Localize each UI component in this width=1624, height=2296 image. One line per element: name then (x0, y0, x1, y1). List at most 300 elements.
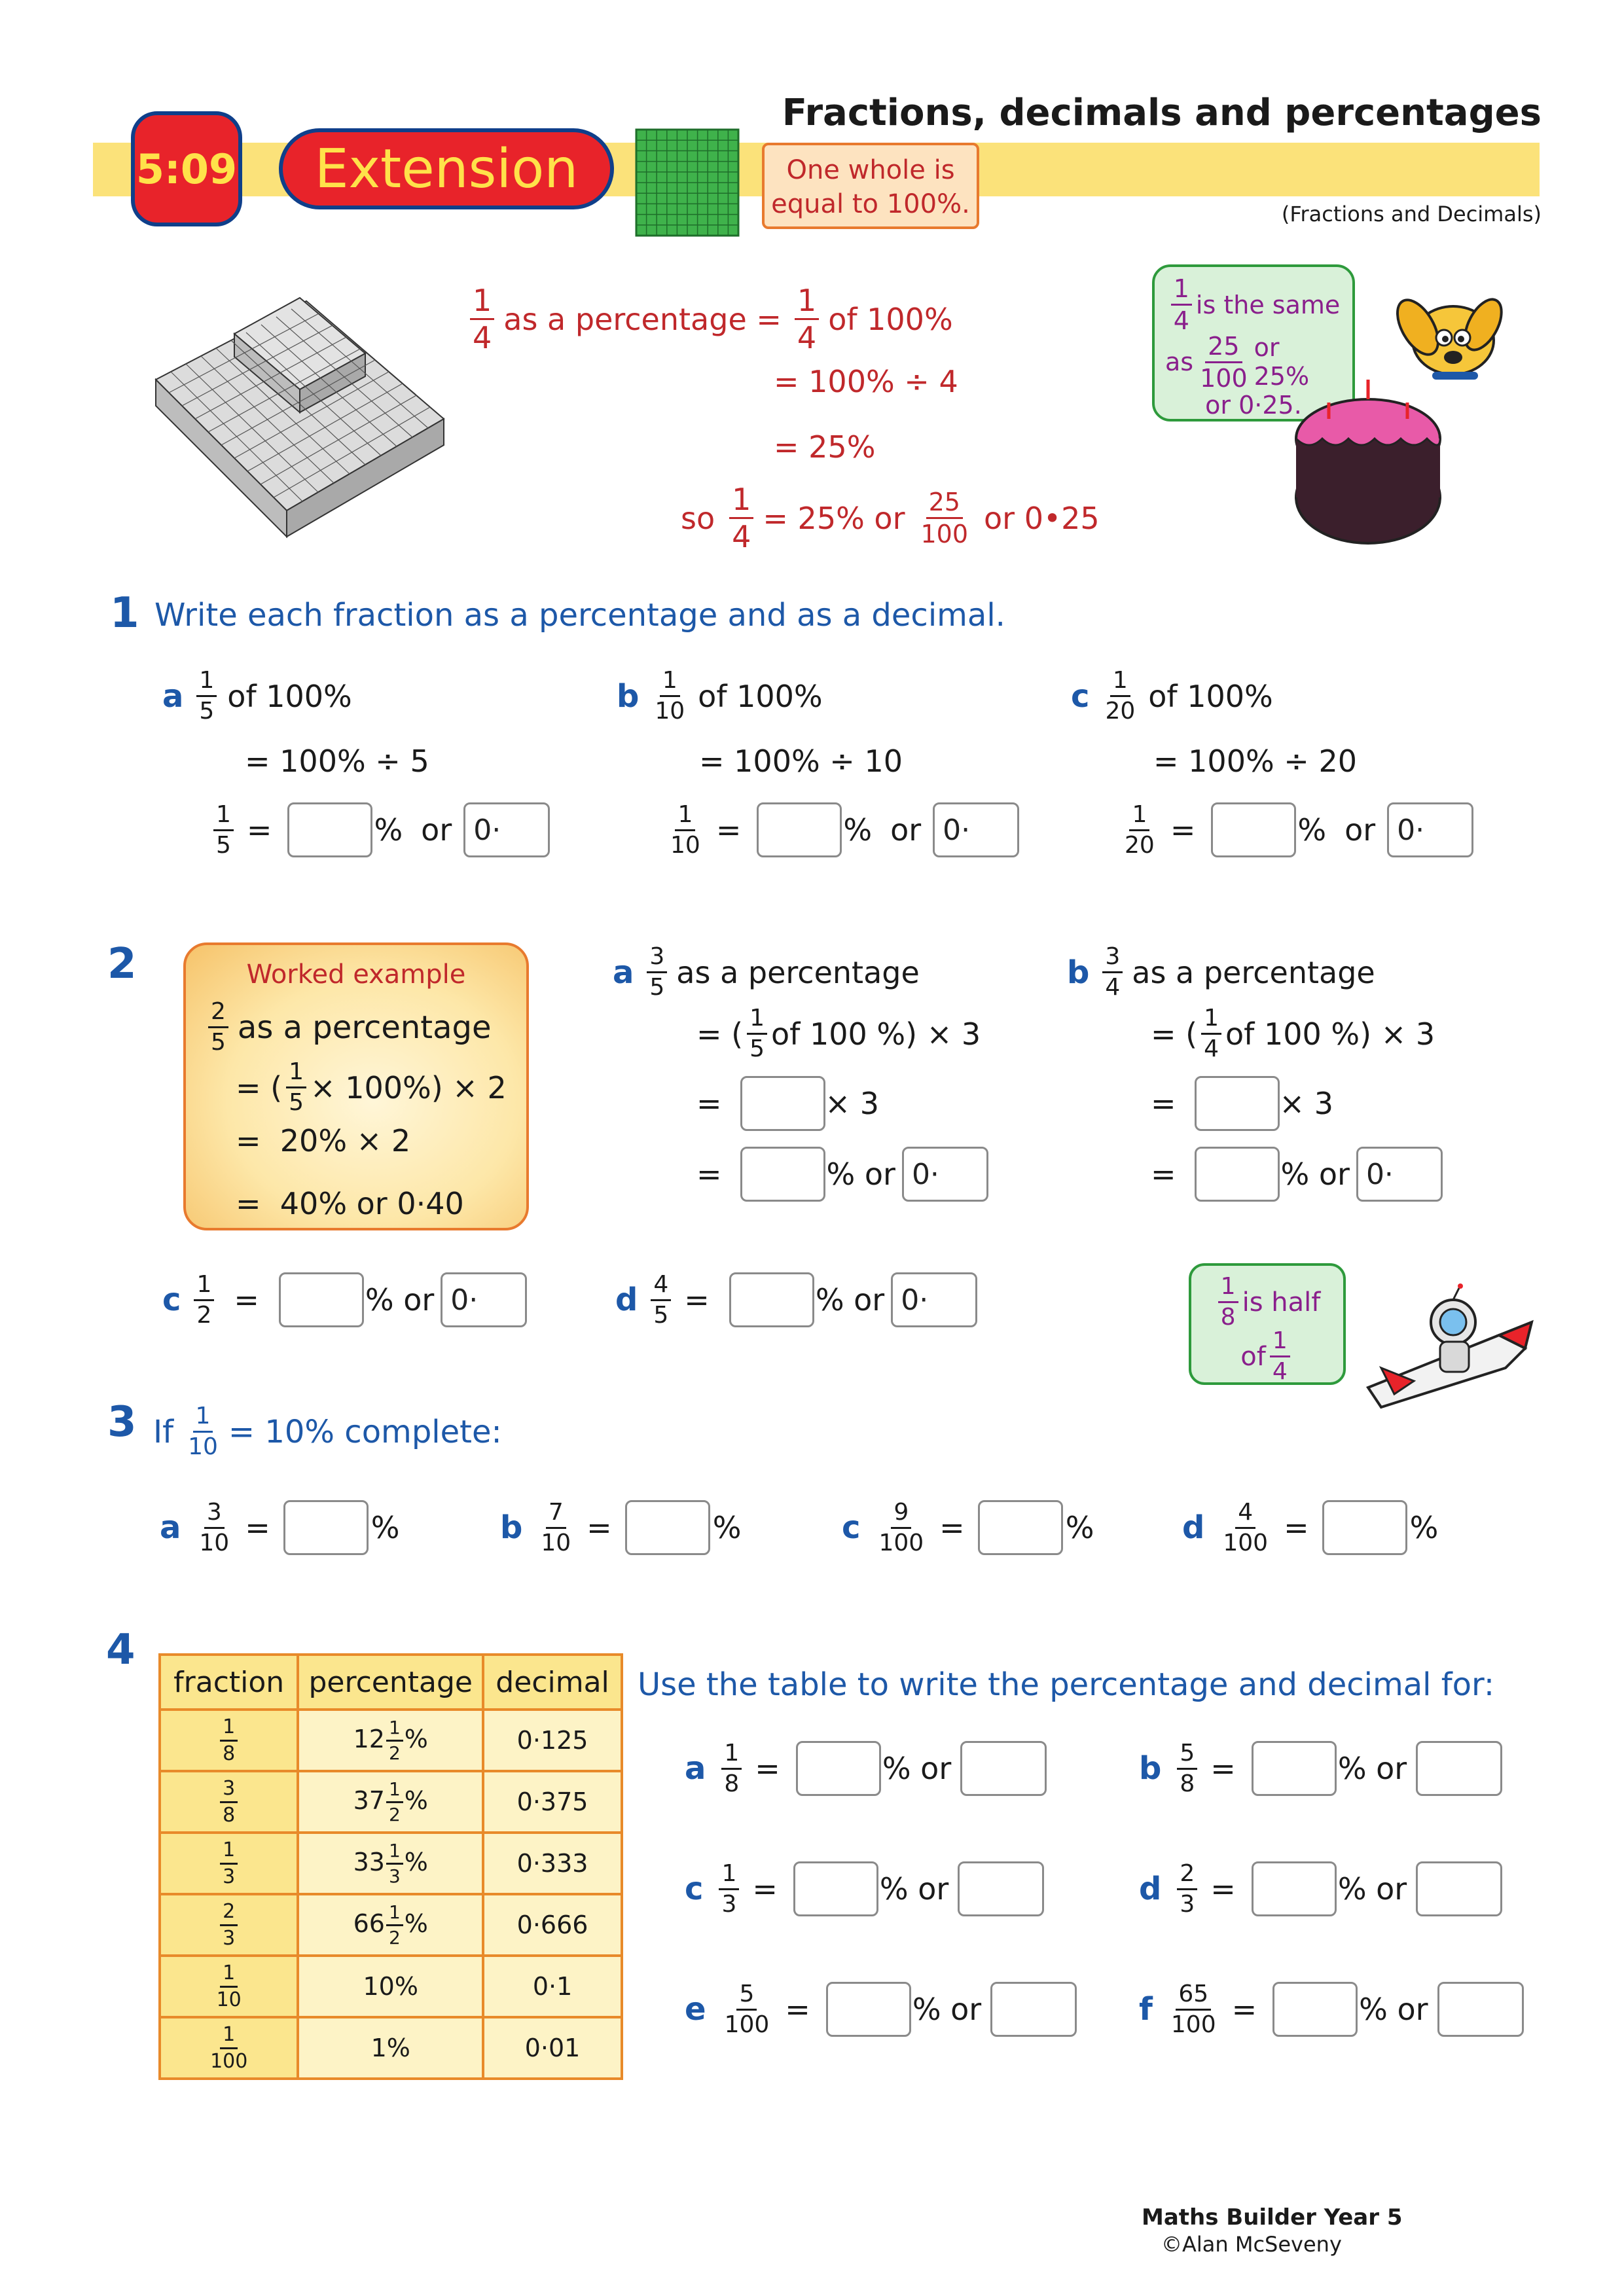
worked-line-1 (204, 1000, 492, 1054)
q1c-or: or (1344, 812, 1376, 848)
so-fraction: $\frac{1}{4}$ (729, 484, 753, 552)
table-cell-decimal: 0·333 (483, 1833, 622, 1894)
q1b-eq: = (715, 812, 742, 848)
q3b-pct: % (712, 1510, 742, 1545)
q2b-pre: = ( (1151, 1016, 1198, 1052)
row-pct-fraction-denominator: 3 (388, 1865, 401, 1887)
q2b-inner-fraction: $\frac{1}{4}$ (1201, 1007, 1221, 1061)
extension-badge (279, 128, 614, 209)
q1b-heading (617, 669, 823, 723)
q4c-percent-input[interactable] (793, 1861, 878, 1916)
q1a-answer-fraction (213, 800, 234, 859)
table-header-row (160, 1655, 622, 1710)
bubble-fraction: $\frac{1}{4}$ (1171, 276, 1192, 333)
row-pct: 1% (370, 2034, 410, 2062)
table-header-percentage: percentage (298, 1655, 483, 1710)
intro-line-2: = 100% ÷ 4 (774, 364, 958, 399)
footer-author: ©Alan McSeveny (1161, 2232, 1342, 2257)
question-2-number: 2 (107, 940, 137, 988)
q1b-fraction-denominator: 10 (655, 698, 685, 725)
q3a-label: a (160, 1509, 181, 1546)
row-pct-fraction-numerator: 1 (386, 1719, 403, 1742)
table-row (160, 1710, 622, 1771)
q2b-line-2 (1151, 1007, 1435, 1061)
q4f-pct-or: % or (1359, 1992, 1428, 2027)
half-bubble-text-1: is half (1242, 1287, 1321, 1318)
row-fraction-numerator: 1 (220, 1717, 238, 1742)
q4e-decimal-input[interactable] (990, 1982, 1077, 2037)
q1c-answer-fraction-denominator: 20 (1125, 831, 1155, 859)
q1b-answer-fraction (668, 800, 703, 859)
intro-text: as a percentage = (503, 301, 782, 337)
worked-line-1-text: as a percentage (237, 1009, 492, 1046)
q3a-percent-input[interactable] (283, 1500, 369, 1555)
q3d-fraction (1220, 1498, 1271, 1556)
q3c-fraction-denominator: 100 (878, 1529, 924, 1556)
q4e-fraction-numerator: 5 (736, 1982, 757, 2011)
so-text: so (681, 500, 715, 536)
row-pct-whole: 12 (353, 1724, 385, 1753)
q2d-fraction: $\frac{4}{5}$ (651, 1273, 671, 1327)
q4b-eq: = (1210, 1751, 1236, 1786)
q2a-percent-input[interactable] (740, 1147, 825, 1202)
q1a-heading (162, 669, 352, 723)
row-fraction-numerator: 1 (220, 1964, 238, 1988)
so-end: or 0•25 (984, 500, 1100, 536)
q1c-percent-input[interactable] (1211, 802, 1296, 857)
bubble-text-2: or 25% (1254, 333, 1310, 391)
q4f-decimal-input[interactable] (1437, 1982, 1524, 2037)
q1b-answer-fraction-denominator: 10 (670, 831, 700, 859)
row-pct-fraction-numerator: 1 (386, 1842, 403, 1865)
q4b-pct-or: % or (1337, 1751, 1407, 1786)
q2d-row (615, 1272, 977, 1327)
q2c-decimal-input[interactable]: 0· (441, 1272, 527, 1327)
q4d-row (1139, 1861, 1502, 1916)
worked-fraction: $\frac{2}{5}$ (208, 1000, 228, 1054)
row-fraction (220, 1717, 238, 1764)
row-fraction-numerator: 2 (220, 1902, 238, 1926)
q1a-percent-input[interactable] (287, 802, 372, 857)
q4e-row (685, 1982, 1077, 2037)
q2c-pct-or: % or (365, 1282, 435, 1318)
q2d-eq: = (684, 1282, 710, 1318)
table-cell-decimal: 0·666 (483, 1894, 622, 1956)
row-fraction-denominator: 3 (223, 1865, 236, 1888)
row-pct-fraction (386, 1839, 403, 1887)
q1c-pct: % (1297, 812, 1327, 848)
q1a-pct: % (374, 812, 403, 848)
q1c-heading (1071, 669, 1273, 723)
footer-book: Maths Builder Year 5 (1142, 2204, 1403, 2231)
q4e-percent-input[interactable] (826, 1982, 911, 2037)
row-pct-fraction-numerator: 1 (386, 1903, 403, 1926)
q2a-post: of 100 %) × 3 (771, 1016, 981, 1052)
row-pct-fraction-numerator: 1 (386, 1780, 403, 1803)
q3d-fraction-numerator: 4 (1235, 1501, 1255, 1529)
q4f-row (1139, 1982, 1524, 2037)
row-fraction (214, 1961, 244, 2011)
q1a-fraction-numerator: 1 (196, 669, 217, 697)
page-subtitle: (Fractions and Decimals) (1281, 202, 1542, 226)
q2b-intermediate-input[interactable] (1195, 1076, 1280, 1131)
bubble-text-3: or 0·25. (1205, 391, 1302, 420)
row-fraction-denominator: 8 (223, 1803, 236, 1827)
q4d-label: d (1139, 1871, 1162, 1907)
row-fraction-denominator: 10 (216, 1988, 242, 2011)
q3a-pct: % (370, 1510, 400, 1545)
q1a-of: of 100% (227, 678, 352, 714)
q4a-fraction-numerator: 1 (721, 1742, 742, 1770)
q2a-pre: = ( (696, 1016, 744, 1052)
q2c-eq: = (234, 1282, 259, 1318)
chapter-badge (131, 111, 242, 226)
q4d-decimal-input[interactable] (1416, 1861, 1502, 1916)
bubble-text-1: is the same (1195, 290, 1341, 319)
q4b-fraction-numerator: 5 (1177, 1742, 1197, 1770)
question-3-number: 3 (107, 1398, 137, 1446)
q3d-pct: % (1409, 1510, 1439, 1545)
q4a-eq: = (755, 1751, 780, 1786)
table-cell-fraction (160, 1771, 298, 1833)
hundred-grid-icon (635, 128, 740, 237)
row-pct-fraction (386, 1716, 403, 1764)
q2a-line-4 (696, 1147, 988, 1202)
q1c-fraction (1102, 669, 1138, 723)
question-1-instruction: Write each fraction as a percentage and as a decimal. (154, 597, 1005, 634)
half-bubble-fraction: $\frac{1}{8}$ (1218, 1275, 1238, 1329)
row-pct-sign: % (404, 1847, 428, 1876)
q1c-fraction-denominator: 20 (1105, 698, 1136, 725)
intro-line-1 (466, 285, 953, 353)
q4f-eq: = (1231, 1992, 1257, 2027)
q2b-head-text: as a percentage (1132, 954, 1375, 990)
half-bubble-fraction-2: $\frac{1}{4}$ (1270, 1329, 1290, 1384)
q1c-decimal-input[interactable]: 0· (1387, 802, 1473, 857)
q1b-answer-fraction-numerator: 1 (675, 803, 695, 831)
q2b-pct-or: % or (1280, 1157, 1350, 1192)
q4f-fraction-numerator: 65 (1176, 1982, 1211, 2011)
q2b-heading (1067, 945, 1375, 999)
q4a-row (685, 1741, 1047, 1796)
bubble-as: as (1165, 348, 1194, 376)
q4a-pct-or: % or (882, 1751, 952, 1786)
q1a-fraction-denominator: 5 (199, 698, 215, 725)
q2b-fraction: $\frac{3}{4}$ (1102, 945, 1123, 999)
q1a-decimal-input[interactable]: 0· (463, 802, 550, 857)
q1a-eq: = (246, 812, 272, 848)
worked-line-2-post: × 100%) × 2 (310, 1069, 507, 1105)
q2b-post: of 100 %) × 3 (1225, 1016, 1435, 1052)
question-4-instruction: Use the table to write the percentage and decimal for: (638, 1666, 1495, 1703)
q4d-fraction (1177, 1859, 1197, 1918)
q1b-percent-input[interactable] (757, 802, 842, 857)
q1a-fraction (196, 669, 217, 723)
row-pct-fraction-denominator: 2 (388, 1926, 401, 1948)
q1c-step: = 100% ÷ 20 (1153, 744, 1357, 779)
blocks-illustration (143, 262, 457, 550)
q2b-line-3 (1151, 1076, 1333, 1131)
table-row (160, 2017, 622, 2079)
q4d-percent-input[interactable] (1252, 1861, 1337, 1916)
cake-icon (1296, 380, 1440, 543)
q1b-decimal-input[interactable]: 0· (933, 802, 1019, 857)
q4e-pct-or: % or (912, 1992, 982, 2027)
so-fraction-2: $\frac{25}{100}$ (920, 488, 969, 548)
q4f-label: f (1139, 1991, 1153, 2028)
q2a-intermediate-input[interactable] (740, 1076, 825, 1131)
q4c-fraction (719, 1859, 739, 1918)
q1a-step: = 100% ÷ 5 (245, 744, 429, 779)
q1a-or: or (421, 812, 452, 848)
q3b-eq: = (586, 1510, 612, 1545)
table-cell-decimal: 0·125 (483, 1710, 622, 1771)
table-cell-percentage (298, 1771, 483, 1833)
q1c-label: c (1071, 677, 1090, 715)
q4d-fraction-denominator: 3 (1180, 1890, 1195, 1918)
q3b-fraction (538, 1498, 573, 1556)
half-speech-bubble (1189, 1263, 1346, 1385)
table-cell-fraction (160, 1894, 298, 1956)
worked-example-title: Worked example (246, 960, 466, 990)
q4c-decimal-input[interactable] (958, 1861, 1044, 1916)
half-bubble-text-2: of (1240, 1341, 1266, 1372)
q4e-eq: = (785, 1992, 810, 2027)
q2a-head-text: as a percentage (676, 954, 920, 990)
q4d-pct-or: % or (1337, 1871, 1407, 1907)
q4a-fraction-denominator: 8 (724, 1770, 740, 1797)
table-header-decimal: decimal (483, 1655, 622, 1710)
q4e-fraction-denominator: 100 (724, 2011, 770, 2038)
q1b-fraction (652, 669, 687, 723)
q1b-answer-row (664, 802, 1019, 857)
row-fraction-numerator: 1 (220, 2025, 238, 2049)
row-pct-fraction (386, 1780, 403, 1824)
q4d-fraction-numerator: 2 (1177, 1862, 1197, 1890)
q4c-row (685, 1861, 1044, 1916)
so-mid: = 25% or (763, 500, 905, 536)
row-pct-whole: 66 (353, 1909, 385, 1938)
q2d-pct-or: % or (815, 1282, 885, 1318)
table-cell-decimal: 0·1 (483, 1956, 622, 2017)
row-fraction-denominator: 3 (223, 1926, 236, 1950)
table-cell-percentage (298, 2017, 483, 2079)
q3c-eq: = (939, 1510, 965, 1545)
q3c-percent-input[interactable] (978, 1500, 1063, 1555)
q2b-times: × 3 (1279, 1086, 1333, 1121)
q1b-of: of 100% (698, 678, 823, 714)
table-cell-decimal: 0·375 (483, 1771, 622, 1833)
q1a-answer-row (209, 802, 550, 857)
q2b-label: b (1067, 954, 1090, 991)
question-3-instruction-row (153, 1405, 502, 1459)
q3b-label: b (500, 1509, 523, 1546)
q2b-percent-input[interactable] (1195, 1147, 1280, 1202)
q4c-fraction-denominator: 3 (721, 1890, 737, 1918)
q4c-label: c (685, 1871, 704, 1907)
q2a-pct-or: % or (826, 1157, 895, 1192)
q3c-row (842, 1500, 1094, 1555)
q2b-eq: = (1151, 1086, 1176, 1121)
q4d-eq: = (1210, 1871, 1236, 1907)
q2b-line-4 (1151, 1147, 1443, 1202)
q4a-percent-input[interactable] (796, 1741, 881, 1796)
q1c-answer-row (1118, 802, 1473, 857)
bubble-fraction-2: $\frac{25}{100}$ (1200, 331, 1248, 393)
q2c-label: c (162, 1282, 181, 1318)
row-pct-sign: % (404, 1909, 428, 1938)
q2b-decimal-input[interactable]: 0· (1356, 1147, 1443, 1202)
q2c-percent-input[interactable] (279, 1272, 364, 1327)
row-pct-fraction-denominator: 2 (388, 1803, 401, 1825)
q2d-percent-input[interactable] (729, 1272, 814, 1327)
q3a-fraction-numerator: 3 (204, 1501, 225, 1529)
intro-so-line (681, 484, 1100, 552)
q1b-step: = 100% ÷ 10 (699, 744, 903, 779)
q4a-label: a (685, 1750, 706, 1787)
row-fraction (220, 1840, 238, 1887)
q2a-line-3 (696, 1076, 879, 1131)
row-fraction (220, 1776, 238, 1827)
q3d-fraction-denominator: 100 (1223, 1529, 1269, 1556)
q3b-fraction-denominator: 10 (541, 1529, 571, 1556)
row-pct-fraction-denominator: 2 (388, 1742, 401, 1764)
extension-label: Extension (314, 137, 579, 200)
table-cell-fraction (160, 1710, 298, 1771)
intro-fraction: $\frac{1}{4}$ (470, 285, 494, 353)
q4a-decimal-input[interactable] (960, 1741, 1047, 1796)
q2c-fraction: $\frac{1}{2}$ (194, 1273, 214, 1327)
q4f-percent-input[interactable] (1272, 1982, 1358, 2037)
intro-text-2: of 100% (828, 301, 953, 337)
row-pct-whole: 33 (353, 1847, 385, 1876)
q3a-row (160, 1500, 399, 1555)
table-cell-fraction (160, 2017, 298, 2079)
whole-note-line-1: One whole is (786, 155, 955, 185)
q3d-row (1182, 1500, 1438, 1555)
q2a-fraction: $\frac{3}{5}$ (647, 945, 667, 999)
q1c-of: of 100% (1148, 678, 1273, 714)
table-cell-percentage (298, 1833, 483, 1894)
q3b-percent-input[interactable] (625, 1500, 710, 1555)
table-cell-fraction (160, 1956, 298, 2017)
q1c-answer-fraction-numerator: 1 (1129, 803, 1149, 831)
q1a-answer-fraction-numerator: 1 (213, 803, 234, 831)
q2a-times: × 3 (825, 1086, 879, 1121)
worked-line-3: = 20% × 2 (236, 1123, 411, 1158)
intro-fraction-2: $\frac{1}{4}$ (795, 285, 819, 353)
q2a-heading (613, 945, 920, 999)
q3d-percent-input[interactable] (1322, 1500, 1407, 1555)
q4c-eq: = (752, 1871, 778, 1907)
dog-cake-illustration (1290, 281, 1525, 569)
q3d-label: d (1182, 1509, 1205, 1546)
table-row (160, 1771, 622, 1833)
row-fraction (208, 2022, 250, 2073)
row-pct-fraction (386, 1903, 403, 1947)
q2a-line-2 (696, 1007, 981, 1061)
chapter-number: 5:09 (135, 145, 238, 193)
q2a-decimal-input[interactable]: 0· (902, 1147, 988, 1202)
q1a-label: a (162, 677, 184, 715)
q2a-eq-2: = (696, 1157, 722, 1192)
worked-line-4: = 40% or 0·40 (236, 1186, 464, 1221)
q1c-eq: = (1170, 812, 1196, 848)
q4a-fraction (721, 1739, 742, 1797)
q4c-fraction-numerator: 1 (719, 1862, 739, 1890)
row-fraction-numerator: 3 (220, 1779, 238, 1803)
q3c-label: c (842, 1509, 861, 1546)
q1b-fraction-numerator: 1 (660, 669, 680, 697)
row-fraction-denominator: 100 (210, 2049, 248, 2073)
whole-note-line-2: equal to 100%. (771, 189, 970, 219)
q3-if: If (153, 1413, 174, 1450)
q2c-row (162, 1272, 527, 1327)
q3a-eq: = (245, 1510, 270, 1545)
worked-line-2-pre: = ( (236, 1069, 283, 1105)
row-pct-sign: % (404, 1724, 428, 1753)
table-cell-fraction (160, 1833, 298, 1894)
q4b-fraction (1177, 1739, 1197, 1797)
table-cell-percentage (298, 1710, 483, 1771)
conversion-table (158, 1653, 623, 2080)
row-fraction-denominator: 8 (223, 1742, 236, 1765)
q4b-label: b (1139, 1750, 1162, 1787)
q2d-decimal-input[interactable]: 0· (891, 1272, 977, 1327)
row-pct: 10% (363, 1972, 418, 2001)
whole-note (762, 143, 979, 229)
table-row (160, 1956, 622, 2017)
dog-icon (1389, 293, 1509, 380)
worked-example-box (183, 942, 529, 1230)
table-cell-percentage (298, 1894, 483, 1956)
question-4-number: 4 (106, 1626, 135, 1674)
q4b-percent-input[interactable] (1252, 1741, 1337, 1796)
q3c-pct: % (1065, 1510, 1094, 1545)
q1a-answer-fraction-denominator: 5 (216, 831, 231, 859)
page-title: Fractions, decimals and percentages (782, 92, 1542, 134)
q4e-fraction (722, 1982, 772, 2037)
q3b-row (500, 1500, 741, 1555)
table-row (160, 1894, 622, 1956)
q3-fraction: $\frac{1}{10}$ (188, 1403, 218, 1460)
q1b-or: or (890, 812, 922, 848)
q3c-fraction (876, 1498, 926, 1556)
row-fraction-numerator: 1 (220, 1840, 238, 1865)
q4b-decimal-input[interactable] (1416, 1741, 1502, 1796)
q3a-fraction-denominator: 10 (199, 1529, 230, 1556)
table-cell-percentage (298, 1956, 483, 2017)
rocket-astronaut-illustration (1355, 1283, 1538, 1414)
q2a-label: a (613, 954, 634, 991)
intro-line-3: = 25% (774, 429, 876, 465)
table-row (160, 1833, 622, 1894)
q4b-row (1139, 1741, 1502, 1796)
q2b-eq-2: = (1151, 1157, 1176, 1192)
q4c-pct-or: % or (879, 1871, 949, 1907)
q3d-eq: = (1284, 1510, 1309, 1545)
q2a-eq: = (696, 1086, 722, 1121)
q2a-inner-fraction: $\frac{1}{5}$ (747, 1007, 767, 1061)
worked-line-2 (236, 1060, 507, 1115)
question-1-number: 1 (110, 589, 139, 637)
q3c-fraction-numerator: 9 (891, 1501, 911, 1529)
row-fraction (220, 1899, 238, 1950)
table-cell-decimal: 0·01 (483, 2017, 622, 2079)
q3a-fraction (196, 1498, 232, 1556)
q2d-label: d (615, 1282, 638, 1318)
row-pct-whole: 37 (353, 1785, 385, 1815)
